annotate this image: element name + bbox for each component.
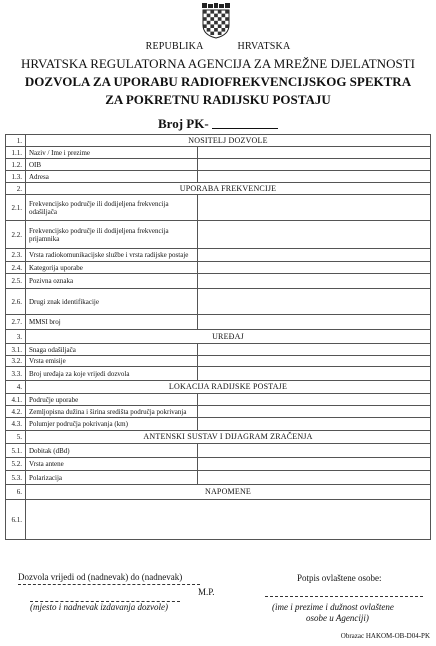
section-number: 2. — [6, 183, 26, 195]
section-header-row — [6, 381, 431, 394]
agency-name: HRVATSKA REGULATORNA AGENCIJA ZA MREŽNE DJELATNOSTI — [21, 56, 415, 71]
field-value[interactable] — [198, 406, 431, 418]
field-number: 3.1. — [6, 344, 26, 356]
field-row — [6, 458, 431, 471]
field-value[interactable] — [198, 195, 431, 221]
field-number: 2.1. — [6, 195, 26, 221]
field-row — [6, 159, 431, 171]
permit-form-table — [5, 134, 431, 540]
field-row — [6, 406, 431, 418]
field-number: 3.3. — [6, 367, 26, 381]
form-code: Obrazac HAKOM-OB-D04-PK — [340, 632, 430, 640]
field-value[interactable] — [198, 356, 431, 367]
field-value[interactable] — [198, 444, 431, 458]
document-title-line2: ZA POKRETNU RADIJSKU POSTAJU — [105, 92, 331, 107]
section-title: NAPOMENE — [26, 485, 431, 500]
field-label: Vrsta radiokomunikacijske službe i vrsta radijske postaje — [26, 249, 198, 262]
field-value[interactable] — [198, 458, 431, 471]
field-label: Drugi znak identifikacije — [26, 289, 198, 315]
field-label: Pozivna oznaka — [26, 274, 198, 289]
field-value[interactable] — [198, 249, 431, 262]
section-title: UREĐAJ — [26, 330, 431, 344]
field-value[interactable] — [198, 274, 431, 289]
field-label: Vrsta emisije — [26, 356, 198, 367]
field-number: 2.6. — [6, 289, 26, 315]
field-value[interactable] — [198, 471, 431, 485]
field-row — [6, 171, 431, 183]
field-number: 5.2. — [6, 458, 26, 471]
field-row — [6, 471, 431, 485]
field-number: 2.3. — [6, 249, 26, 262]
permit-number-label: Broj PK- — [158, 116, 209, 131]
field-row — [6, 394, 431, 406]
coat-of-arms-icon — [201, 3, 231, 39]
section-header-row — [6, 135, 431, 147]
field-row — [6, 289, 431, 315]
signatory-caption-line2: osobe u Agenciji) — [306, 613, 369, 623]
field-number: 1.2. — [6, 159, 26, 171]
field-label: Polarizacija — [26, 471, 198, 485]
section-number: 4. — [6, 381, 26, 394]
field-label: OIB — [26, 159, 198, 171]
document-title-line1: DOZVOLA ZA UPORABU RADIOFREKVENCIJSKOG SPEKTRA — [24, 74, 412, 89]
field-row — [6, 500, 431, 540]
field-number: 6.1. — [6, 500, 26, 540]
field-number: 4.2. — [6, 406, 26, 418]
field-row — [6, 249, 431, 262]
field-value[interactable] — [198, 147, 431, 159]
field-label: Naziv / Ime i prezime — [26, 147, 198, 159]
section-number: 1. — [6, 135, 26, 147]
field-number: 5.3. — [6, 471, 26, 485]
field-row — [6, 418, 431, 431]
place-date-caption: (mjesto i nadnevak izdavanja dozvole) — [30, 602, 168, 612]
field-row — [6, 344, 431, 356]
section-title: NOSITELJ DOZVOLE — [26, 135, 431, 147]
republic-heading — [0, 41, 436, 52]
field-number: 2.5. — [6, 274, 26, 289]
field-value[interactable] — [198, 171, 431, 183]
field-label: Frekvencijsko područje ili dodijeljena frekvencija odašiljača — [26, 195, 198, 221]
section-number: 6. — [6, 485, 26, 500]
field-label: MMSI broj — [26, 315, 198, 330]
republic-right: HRVATSKA — [237, 41, 291, 52]
field-label: Zemljopisna dužina i širina središta područja pokrivanja — [26, 406, 198, 418]
field-label: Adresa — [26, 171, 198, 183]
field-value[interactable] — [198, 367, 431, 381]
field-label: Snaga odašiljača — [26, 344, 198, 356]
field-label: Dobitak (dBd) — [26, 444, 198, 458]
section-number: 3. — [6, 330, 26, 344]
field-label: Područje uporabe — [26, 394, 198, 406]
field-number: 2.4. — [6, 262, 26, 274]
field-row — [6, 444, 431, 458]
section-header-row — [6, 485, 431, 500]
section-title: LOKACIJA RADIJSKE POSTAJE — [26, 381, 431, 394]
field-row — [6, 147, 431, 159]
field-value[interactable] — [198, 221, 431, 249]
field-value[interactable] — [198, 262, 431, 274]
field-value[interactable] — [198, 394, 431, 406]
field-row — [6, 315, 431, 330]
field-row — [6, 195, 431, 221]
field-number: 4.1. — [6, 394, 26, 406]
field-label: Kategorija uporabe — [26, 262, 198, 274]
validity-text: Dozvola vrijedi od (nadnevak) do (nadnevak) — [18, 572, 183, 582]
field-value[interactable] — [198, 418, 431, 431]
field-value[interactable] — [198, 159, 431, 171]
field-label: Polumjer područja pokrivanja (km) — [26, 418, 198, 431]
signatory-caption-line1: (ime i prezime i dužnost ovlaštene — [272, 602, 394, 612]
field-row — [6, 367, 431, 381]
stamp-mark: M.P. — [198, 587, 215, 597]
field-label: Vrsta antene — [26, 458, 198, 471]
validity-line[interactable] — [18, 584, 200, 585]
field-number: 1.3. — [6, 171, 26, 183]
section-title: UPORABA FREKVENCIJE — [26, 183, 431, 195]
field-number: 1.1. — [6, 147, 26, 159]
section-header-row — [6, 431, 431, 444]
field-number: 3.2. — [6, 356, 26, 367]
field-number: 5.1. — [6, 444, 26, 458]
field-row — [6, 274, 431, 289]
field-row — [6, 221, 431, 249]
section-header-row — [6, 183, 431, 195]
field-value[interactable] — [198, 315, 431, 330]
field-value[interactable] — [198, 289, 431, 315]
section-title: ANTENSKI SUSTAV I DIJAGRAM ZRAČENJA — [26, 431, 431, 444]
field-value[interactable] — [198, 344, 431, 356]
republic-left: REPUBLIKA — [145, 41, 204, 52]
field-number: 4.3. — [6, 418, 26, 431]
field-number: 2.2. — [6, 221, 26, 249]
field-label: Frekvencijsko područje ili dodijeljena frekvencija prijamnika — [26, 221, 198, 249]
field-label: Broj uređaja za koje vrijedi dozvola — [26, 367, 198, 381]
field-number: 2.7. — [6, 315, 26, 330]
permit-number-line[interactable] — [212, 128, 278, 129]
signature-line[interactable] — [265, 596, 423, 597]
field-row — [6, 262, 431, 274]
field-row — [6, 356, 431, 367]
section-header-row — [6, 330, 431, 344]
field-label — [26, 500, 431, 540]
section-number: 5. — [6, 431, 26, 444]
signature-label: Potpis ovlaštene osobe: — [297, 573, 382, 583]
